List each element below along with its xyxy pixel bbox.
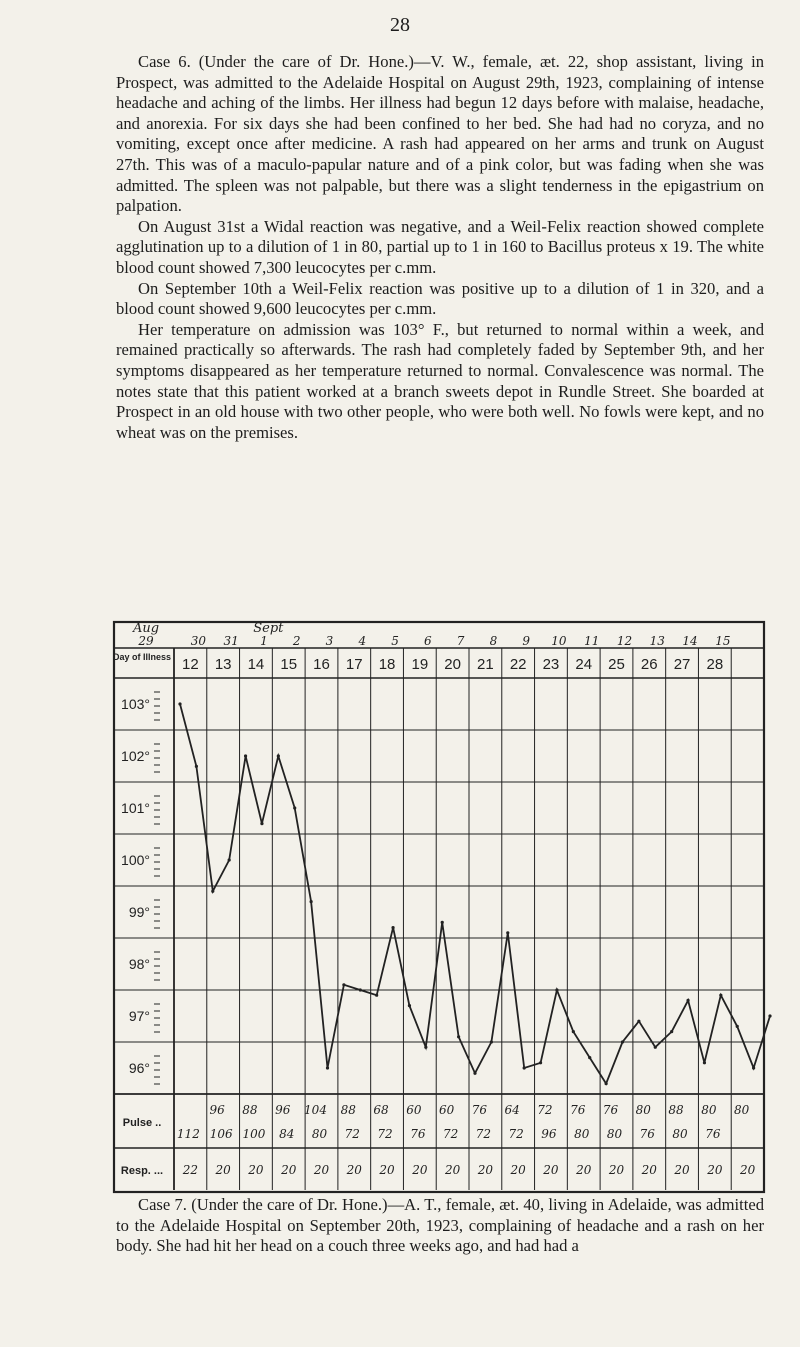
date-label: 1 <box>260 634 268 648</box>
day-number: 21 <box>477 656 494 673</box>
resp-value: 20 <box>248 1163 264 1177</box>
date-label: 6 <box>424 634 432 648</box>
date-label: 2 <box>292 634 301 648</box>
pulse-value: 72 <box>344 1127 360 1141</box>
date-label: 29 <box>138 634 154 648</box>
day-number: 16 <box>313 656 330 673</box>
pulse-value: 72 <box>475 1127 492 1141</box>
resp-value: 20 <box>608 1163 625 1177</box>
case-6-text <box>116 52 764 443</box>
pulse-value: 88 <box>242 1103 258 1117</box>
date-label: 8 <box>489 634 498 648</box>
date-label: 13 <box>649 634 665 648</box>
pulse-value: 72 <box>537 1103 553 1117</box>
pulse-value: 88 <box>340 1103 356 1117</box>
pulse-value: 96 <box>275 1103 291 1117</box>
resp-value: 20 <box>444 1163 461 1177</box>
temperature-axis-label: 97° <box>128 1008 150 1024</box>
pulse-value: 72 <box>442 1127 459 1141</box>
date-label: 3 <box>325 634 334 648</box>
pulse-value: 96 <box>209 1103 225 1117</box>
temperature-chart-svg <box>112 620 772 1177</box>
temperature-axis-label: 98° <box>128 956 150 972</box>
case-6-paragraph-3: On September 10th a Weil-Felix reaction was positive up to a dilution of 1 in 320, and a blood count showed 9,600 leucocytes per c.mm. <box>116 278 764 319</box>
day-of-illness-label: Day of Illness <box>112 652 172 662</box>
pulse-value: 60 <box>406 1103 422 1117</box>
pulse-value: 80 <box>311 1127 328 1141</box>
date-label: 12 <box>616 634 633 648</box>
month-label-aug: Aug <box>132 621 160 636</box>
date-label: 14 <box>682 634 698 648</box>
resp-value: 20 <box>510 1163 526 1177</box>
day-number: 27 <box>673 656 691 673</box>
day-number: 22 <box>509 656 527 673</box>
pulse-value: 72 <box>508 1127 524 1141</box>
resp-value: 20 <box>412 1163 428 1177</box>
date-label: 4 <box>358 634 367 648</box>
temperature-line <box>180 704 770 1084</box>
resp-label: Resp. ... <box>120 1165 164 1177</box>
resp-value: 20 <box>543 1163 559 1177</box>
pulse-value: 88 <box>668 1103 684 1117</box>
resp-value: 20 <box>707 1163 723 1177</box>
pulse-label: Pulse .. <box>122 1117 162 1129</box>
day-number: 23 <box>542 656 560 673</box>
pulse-value: 68 <box>373 1103 389 1117</box>
temperature-axis-label: 96° <box>128 1060 150 1076</box>
resp-value: 20 <box>313 1163 330 1177</box>
day-number: 13 <box>214 656 232 673</box>
date-label: 5 <box>391 634 399 648</box>
day-number: 25 <box>608 656 625 673</box>
pulse-value: 104 <box>304 1103 327 1117</box>
pulse-value: 106 <box>209 1127 233 1141</box>
case-6-paragraph-1: Case 6. (Under the care of Dr. Hone.)—V. W., female, æt. 22, shop assistant, living in Prospect, was admitted to the Adelaide Hospital on August 29th, 1923, complaining of intense headache and aching of the limbs. Her illness had begun 12 days before with malaise, headache, and anorexia. For six days she had been confined to her bed. She had had no coryza, and no vomiting, except once after medicine. A rash had appeared on her arms and trunk on August 27th. This was of a maculo-papular nature and of a pink color, but was fading when she was admitted. The spleen was not palpable, but there was a slight tenderness in the epigastrium on palpation. <box>116 52 764 216</box>
case-6-paragraph-2: On August 31st a Widal reaction was negative, and a Weil-Felix reaction showed complete agglutination up to a dilution of 1 in 80, partial up to 1 in 160 to Bacillus proteus x 19. The white blood count showed 7,300 leucocytes per c.mm. <box>116 216 764 277</box>
resp-value: 20 <box>576 1163 592 1177</box>
pulse-value: 76 <box>471 1103 488 1117</box>
day-number: 15 <box>280 656 298 673</box>
resp-value: 20 <box>674 1163 690 1177</box>
page-number: 28 <box>390 14 410 36</box>
pulse-value: 80 <box>701 1103 717 1117</box>
day-number: 20 <box>444 656 461 673</box>
day-number: 24 <box>575 656 593 673</box>
pulse-value: 60 <box>438 1103 455 1117</box>
date-label: 31 <box>223 634 239 648</box>
case-6-paragraph-4: Her temperature on admission was 103° F., but returned to normal within a week, and remained practically so afterwards. The rash had completely faded by September 9th, and her symptoms disappeared as her temperature returned to normal. Convalescence was normal. The notes state that this patient worked at a branch sweets depot in Rundle Street. She boarded at Prospect in an old house with two other people, who were both well. No fowls were kept, and no wheat was on the premises. <box>116 319 764 442</box>
pulse-value: 80 <box>672 1127 688 1141</box>
day-number: 12 <box>182 656 199 673</box>
pulse-value: 76 <box>705 1127 721 1141</box>
pulse-value: 76 <box>410 1127 426 1141</box>
pulse-value: 80 <box>733 1103 750 1117</box>
date-label: 15 <box>715 634 731 648</box>
month-label-sept: Sept <box>253 621 284 636</box>
resp-value: 22 <box>182 1163 199 1177</box>
resp-value: 20 <box>739 1163 756 1177</box>
pulse-value: 76 <box>602 1103 619 1117</box>
date-label: 10 <box>551 634 567 648</box>
pulse-value: 84 <box>279 1127 295 1141</box>
temperature-axis-label: 99° <box>128 904 150 920</box>
pulse-value: 80 <box>635 1103 651 1117</box>
day-number: 28 <box>706 656 724 673</box>
pulse-value: 72 <box>377 1127 393 1141</box>
temperature-axis-label: 100° <box>121 852 150 868</box>
temperature-chart <box>112 620 772 1177</box>
day-number: 18 <box>378 656 396 673</box>
pulse-value: 100 <box>242 1127 266 1141</box>
day-number: 19 <box>411 656 429 673</box>
resp-value: 20 <box>215 1163 231 1177</box>
pulse-value: 76 <box>570 1103 586 1117</box>
case-7-paragraph-1: Case 7. (Under the care of Dr. Hone.)—A. T., female, æt. 40, living in Adelaide, was admitted to the Adelaide Hospital on September 20th, 1923, complaining of headache and a rash on her body. She had hit her head on a couch three weeks ago, and had had a <box>116 1195 764 1256</box>
pulse-value: 96 <box>541 1127 557 1141</box>
day-number: 17 <box>345 656 363 673</box>
pulse-value: 80 <box>574 1127 590 1141</box>
day-number: 26 <box>640 656 658 673</box>
resp-value: 20 <box>379 1163 395 1177</box>
case-7-text <box>116 1195 764 1257</box>
pulse-value: 80 <box>606 1127 623 1141</box>
pulse-value: 76 <box>639 1127 655 1141</box>
pulse-value: 64 <box>504 1103 520 1117</box>
resp-value: 20 <box>477 1163 494 1177</box>
date-label: 7 <box>456 634 465 648</box>
temperature-axis-label: 101° <box>121 800 150 816</box>
resp-value: 20 <box>346 1163 362 1177</box>
temperature-axis-label: 103° <box>121 696 150 712</box>
day-number: 14 <box>247 656 265 673</box>
date-label: 30 <box>190 634 207 648</box>
resp-value: 20 <box>281 1163 297 1177</box>
date-label: 11 <box>584 634 600 648</box>
temperature-axis-label: 102° <box>121 748 150 764</box>
resp-value: 20 <box>641 1163 657 1177</box>
pulse-value: 112 <box>176 1127 200 1141</box>
date-label: 9 <box>522 634 530 648</box>
